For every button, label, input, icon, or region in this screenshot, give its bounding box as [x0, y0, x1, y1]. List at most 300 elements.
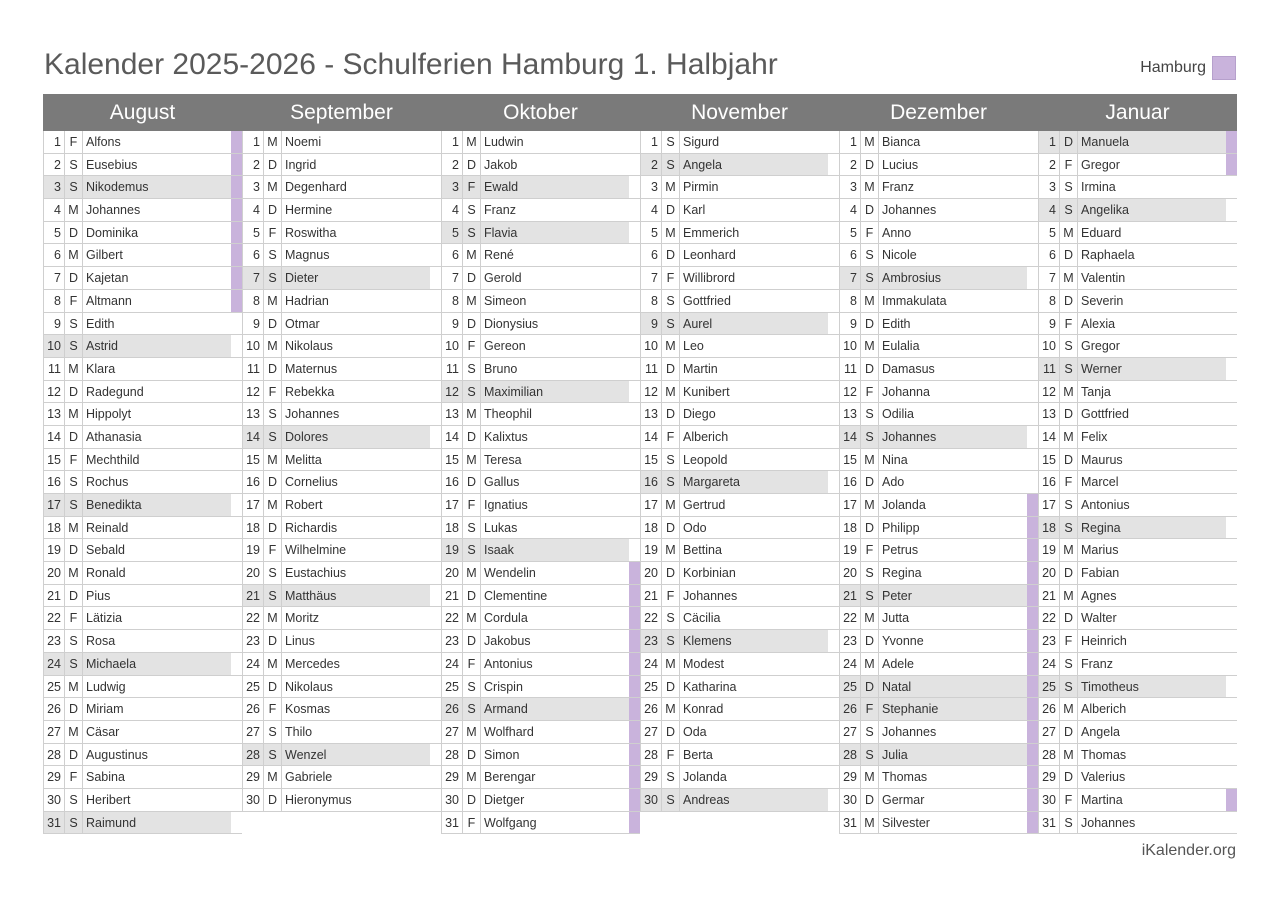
- weekday-letter: M: [264, 653, 282, 675]
- name-day: Dominika: [86, 225, 139, 240]
- day-number: 28: [242, 744, 264, 766]
- day-row: [43, 449, 242, 472]
- weekday-letter: F: [65, 131, 83, 153]
- holiday-marker: [231, 562, 242, 584]
- name-day: Eusebius: [86, 157, 138, 172]
- day-number: 15: [242, 449, 264, 471]
- weekday-letter: D: [264, 630, 282, 652]
- name-day: Moritz: [285, 611, 320, 626]
- holiday-marker: [1226, 426, 1237, 448]
- day-row: [640, 403, 839, 426]
- holiday-marker: [1027, 290, 1038, 312]
- name-day: Berengar: [484, 770, 536, 785]
- day-number: 28: [640, 744, 662, 766]
- holiday-marker: [1027, 199, 1038, 221]
- name-day: Thilo: [285, 724, 313, 739]
- day-number: 23: [1038, 630, 1060, 652]
- weekday-letter: S: [662, 630, 680, 652]
- weekday-letter: S: [65, 313, 83, 335]
- month-header: November: [640, 94, 839, 131]
- name-day: Marius: [1081, 543, 1119, 558]
- holiday-marker: [828, 267, 839, 289]
- day-row: [441, 676, 640, 699]
- name-day: Germar: [882, 792, 925, 807]
- day-number: 19: [242, 539, 264, 561]
- holiday-marker: [629, 721, 640, 743]
- day-number: 1: [1038, 131, 1060, 153]
- weekday-letter: F: [65, 607, 83, 629]
- holiday-marker: [1027, 812, 1038, 834]
- day-row: [43, 653, 242, 676]
- day-number: 18: [242, 517, 264, 539]
- day-number: 10: [441, 335, 463, 357]
- holiday-marker: [1226, 698, 1237, 720]
- day-row: [839, 494, 1038, 517]
- day-row: [242, 244, 441, 267]
- name-day: Anno: [882, 225, 912, 240]
- day-row: [441, 290, 640, 313]
- day-row: [640, 199, 839, 222]
- day-number: 11: [1038, 358, 1060, 380]
- day-row: [441, 199, 640, 222]
- day-number: 5: [1038, 222, 1060, 244]
- day-number: 18: [1038, 517, 1060, 539]
- day-number: 1: [640, 131, 662, 153]
- day-number: 24: [242, 653, 264, 675]
- day-row: [242, 585, 441, 608]
- holiday-marker: [1027, 653, 1038, 675]
- day-number: 11: [242, 358, 264, 380]
- day-number: 16: [1038, 471, 1060, 493]
- holiday-marker: [1226, 290, 1237, 312]
- day-row: [1038, 449, 1237, 472]
- name-day: Yvonne: [882, 634, 924, 649]
- weekday-letter: S: [65, 154, 83, 176]
- name-day: Eduard: [1081, 225, 1122, 240]
- holiday-marker: [430, 267, 441, 289]
- day-number: 2: [839, 154, 861, 176]
- name-day: Isaak: [481, 539, 629, 561]
- day-number: 22: [43, 607, 65, 629]
- day-number: 1: [242, 131, 264, 153]
- holiday-marker: [828, 290, 839, 312]
- weekday-letter: D: [264, 471, 282, 493]
- name-day: Pirmin: [683, 180, 719, 195]
- holiday-marker: [629, 426, 640, 448]
- day-number: 15: [839, 449, 861, 471]
- name-day: Alberich: [1081, 702, 1127, 717]
- day-row: [640, 607, 839, 630]
- weekday-letter: S: [662, 789, 680, 811]
- day-row: [242, 744, 441, 767]
- day-number: 16: [640, 471, 662, 493]
- day-row: [242, 698, 441, 721]
- month-header: August: [43, 94, 242, 131]
- day-number: 19: [441, 539, 463, 561]
- name-day: Pius: [86, 588, 111, 603]
- holiday-marker: [828, 517, 839, 539]
- holiday-marker: [629, 403, 640, 425]
- day-number: 27: [839, 721, 861, 743]
- weekday-letter: F: [1060, 630, 1078, 652]
- weekday-letter: D: [861, 789, 879, 811]
- holiday-marker: [828, 381, 839, 403]
- day-number: 17: [43, 494, 65, 516]
- weekday-letter: S: [1060, 676, 1078, 698]
- day-row: [839, 290, 1038, 313]
- weekday-letter: D: [662, 562, 680, 584]
- holiday-marker: [629, 222, 640, 244]
- day-row: [640, 789, 839, 812]
- holiday-marker: [1226, 607, 1237, 629]
- day-row: [1038, 562, 1237, 585]
- holiday-marker: [629, 607, 640, 629]
- name-day: Klara: [86, 361, 116, 376]
- name-day: Athanasia: [86, 429, 142, 444]
- name-day: Lucius: [882, 157, 919, 172]
- day-row: [1038, 244, 1237, 267]
- day-number: 25: [441, 676, 463, 698]
- day-row: [43, 471, 242, 494]
- name-day: Miriam: [86, 702, 124, 717]
- weekday-letter: M: [463, 607, 481, 629]
- day-number: 8: [640, 290, 662, 312]
- weekday-letter: S: [65, 471, 83, 493]
- name-day: Modest: [683, 656, 724, 671]
- day-row: [839, 313, 1038, 336]
- name-day: Leopold: [683, 452, 728, 467]
- weekday-letter: S: [1060, 517, 1078, 539]
- page-title: Kalender 2025-2026 - Schulferien Hamburg 1. Halbjahr: [44, 48, 778, 81]
- day-number: 11: [43, 358, 65, 380]
- day-number: 28: [1038, 744, 1060, 766]
- holiday-marker: [430, 449, 441, 471]
- holiday-marker: [430, 607, 441, 629]
- name-day: Johannes: [882, 203, 937, 218]
- holiday-marker: [629, 744, 640, 766]
- day-number: 14: [640, 426, 662, 448]
- day-row: [640, 562, 839, 585]
- weekday-letter: M: [1060, 426, 1078, 448]
- name-day: Thomas: [1081, 747, 1127, 762]
- day-row: [441, 131, 640, 154]
- holiday-marker: [231, 313, 242, 335]
- holiday-marker: [629, 789, 640, 811]
- holiday-marker: [629, 358, 640, 380]
- name-day: Johannes: [882, 724, 937, 739]
- weekday-letter: S: [463, 539, 481, 561]
- day-number: 6: [43, 244, 65, 266]
- holiday-marker: [1027, 585, 1038, 607]
- name-day: Werner: [1078, 358, 1226, 380]
- day-number: 25: [242, 676, 264, 698]
- day-row: [1038, 358, 1237, 381]
- holiday-marker: [1226, 539, 1237, 561]
- weekday-letter: S: [264, 721, 282, 743]
- day-row: [43, 630, 242, 653]
- day-number: 19: [640, 539, 662, 561]
- name-day: Nikolaus: [285, 339, 333, 354]
- weekday-letter: M: [861, 812, 879, 834]
- day-row: [43, 176, 242, 199]
- holiday-marker: [1027, 426, 1038, 448]
- day-number: 9: [43, 313, 65, 335]
- weekday-letter: S: [1060, 494, 1078, 516]
- name-day: Roswitha: [285, 225, 337, 240]
- weekday-letter: D: [662, 403, 680, 425]
- holiday-marker: [629, 585, 640, 607]
- day-row: [640, 676, 839, 699]
- weekday-letter: S: [65, 789, 83, 811]
- weekday-letter: D: [1060, 721, 1078, 743]
- day-number: 30: [839, 789, 861, 811]
- day-number: 11: [640, 358, 662, 380]
- day-row: [43, 607, 242, 630]
- weekday-letter: M: [264, 335, 282, 357]
- weekday-letter: S: [1060, 653, 1078, 675]
- holiday-marker: [1027, 789, 1038, 811]
- month-column-september: [242, 94, 441, 838]
- holiday-marker: [1226, 358, 1237, 380]
- weekday-letter: S: [463, 358, 481, 380]
- holiday-marker: [1226, 653, 1237, 675]
- day-number: 7: [640, 267, 662, 289]
- holiday-marker: [430, 562, 441, 584]
- day-number: 4: [441, 199, 463, 221]
- holiday-marker: [629, 154, 640, 176]
- name-day: Johanna: [882, 384, 930, 399]
- holiday-marker: [629, 176, 640, 198]
- holiday-marker: [828, 698, 839, 720]
- day-number: 6: [1038, 244, 1060, 266]
- holiday-marker: [1226, 789, 1237, 811]
- holiday-marker: [231, 449, 242, 471]
- weekday-letter: M: [662, 653, 680, 675]
- day-number: 26: [43, 698, 65, 720]
- holiday-marker: [1226, 244, 1237, 266]
- day-row: [640, 630, 839, 653]
- weekday-letter: D: [65, 539, 83, 561]
- day-number: 13: [43, 403, 65, 425]
- day-number: 24: [1038, 653, 1060, 675]
- day-number: 3: [1038, 176, 1060, 198]
- day-row: [1038, 766, 1237, 789]
- day-row: [839, 812, 1038, 835]
- day-number: 4: [1038, 199, 1060, 221]
- day-row: [839, 471, 1038, 494]
- day-number: 5: [640, 222, 662, 244]
- day-row: [1038, 335, 1237, 358]
- day-number: 24: [43, 653, 65, 675]
- day-number: 18: [839, 517, 861, 539]
- day-number: 12: [43, 381, 65, 403]
- name-day: Severin: [1081, 293, 1124, 308]
- day-row: [1038, 607, 1237, 630]
- holiday-marker: [1027, 131, 1038, 153]
- weekday-letter: F: [861, 698, 879, 720]
- day-row: [640, 494, 839, 517]
- holiday-marker: [1226, 403, 1237, 425]
- day-number: 2: [640, 154, 662, 176]
- day-number: 6: [242, 244, 264, 266]
- holiday-marker: [828, 539, 839, 561]
- weekday-letter: F: [463, 494, 481, 516]
- day-row: [242, 176, 441, 199]
- holiday-marker: [828, 449, 839, 471]
- weekday-letter: D: [65, 698, 83, 720]
- day-number: 1: [839, 131, 861, 153]
- weekday-letter: D: [264, 517, 282, 539]
- day-number: 11: [441, 358, 463, 380]
- holiday-marker: [1226, 267, 1237, 289]
- day-row: [242, 335, 441, 358]
- holiday-marker: [629, 381, 640, 403]
- name-day: Johannes: [1081, 815, 1136, 830]
- day-row: [640, 358, 839, 381]
- name-day: Ado: [882, 475, 905, 490]
- day-row: [43, 199, 242, 222]
- holiday-marker: [629, 517, 640, 539]
- weekday-letter: D: [861, 154, 879, 176]
- weekday-letter: F: [662, 426, 680, 448]
- weekday-letter: S: [1060, 176, 1078, 198]
- holiday-marker: [1027, 449, 1038, 471]
- name-day: Oda: [683, 724, 707, 739]
- day-number: 15: [441, 449, 463, 471]
- weekday-letter: D: [1060, 766, 1078, 788]
- weekday-letter: S: [463, 199, 481, 221]
- day-row: [43, 335, 242, 358]
- name-day: Emmerich: [683, 225, 740, 240]
- day-number: 19: [43, 539, 65, 561]
- day-number: 12: [1038, 381, 1060, 403]
- day-number: 10: [640, 335, 662, 357]
- day-number: 13: [242, 403, 264, 425]
- weekday-letter: D: [861, 517, 879, 539]
- holiday-marker: [430, 426, 441, 448]
- name-day: Franz: [1081, 656, 1113, 671]
- weekday-letter: M: [65, 676, 83, 698]
- day-row: [242, 721, 441, 744]
- day-number: 3: [640, 176, 662, 198]
- holiday-marker: [231, 517, 242, 539]
- holiday-marker: [430, 471, 441, 493]
- day-number: 28: [43, 744, 65, 766]
- weekday-letter: S: [65, 812, 83, 834]
- name-day: Ronald: [86, 566, 126, 581]
- weekday-letter: D: [662, 244, 680, 266]
- weekday-letter: D: [861, 358, 879, 380]
- legend-swatch: [1212, 56, 1236, 80]
- holiday-marker: [1027, 676, 1038, 698]
- holiday-marker: [828, 222, 839, 244]
- day-number: 7: [242, 267, 264, 289]
- holiday-marker: [231, 471, 242, 493]
- day-number: 30: [640, 789, 662, 811]
- name-day: Ewald: [481, 176, 629, 198]
- day-row: [43, 517, 242, 540]
- day-row: [1038, 290, 1237, 313]
- day-row: [242, 222, 441, 245]
- holiday-marker: [828, 789, 839, 811]
- holiday-marker: [231, 539, 242, 561]
- weekday-letter: D: [1060, 607, 1078, 629]
- day-number: 28: [441, 744, 463, 766]
- day-row: [242, 403, 441, 426]
- weekday-letter: F: [264, 539, 282, 561]
- weekday-letter: F: [861, 381, 879, 403]
- holiday-marker: [1027, 471, 1038, 493]
- holiday-marker: [430, 744, 441, 766]
- name-day: Augustinus: [86, 747, 148, 762]
- holiday-marker: [430, 585, 441, 607]
- weekday-letter: S: [1060, 812, 1078, 834]
- weekday-letter: F: [662, 585, 680, 607]
- name-day: Altmann: [86, 293, 132, 308]
- day-row: [640, 517, 839, 540]
- day-row: [441, 176, 640, 199]
- day-row: [640, 290, 839, 313]
- weekday-letter: S: [861, 744, 879, 766]
- day-number: 6: [839, 244, 861, 266]
- holiday-marker: [629, 471, 640, 493]
- weekday-letter: M: [65, 403, 83, 425]
- day-number: 20: [640, 562, 662, 584]
- weekday-letter: M: [1060, 585, 1078, 607]
- day-row: [242, 471, 441, 494]
- weekday-letter: M: [264, 607, 282, 629]
- day-row: [242, 449, 441, 472]
- day-number: 16: [43, 471, 65, 493]
- day-row: [441, 222, 640, 245]
- weekday-letter: S: [861, 562, 879, 584]
- weekday-letter: M: [662, 698, 680, 720]
- day-row: [43, 403, 242, 426]
- weekday-letter: F: [861, 222, 879, 244]
- month-column-januar: [1038, 94, 1237, 838]
- holiday-marker: [629, 244, 640, 266]
- weekday-letter: D: [463, 313, 481, 335]
- name-day: Ignatius: [484, 498, 528, 512]
- day-number: 4: [839, 199, 861, 221]
- day-row: [441, 630, 640, 653]
- holiday-marker: [828, 630, 839, 652]
- holiday-marker: [828, 471, 839, 493]
- holiday-marker: [231, 812, 242, 834]
- day-row: [839, 199, 1038, 222]
- holiday-marker: [430, 154, 441, 176]
- day-number: 9: [839, 313, 861, 335]
- day-number: 24: [839, 653, 861, 675]
- weekday-letter: D: [1060, 403, 1078, 425]
- name-day: Walter: [1081, 611, 1117, 626]
- weekday-letter: M: [463, 131, 481, 153]
- name-day: Gottfried: [683, 293, 731, 308]
- holiday-marker: [629, 630, 640, 652]
- weekday-letter: S: [662, 471, 680, 493]
- weekday-letter: F: [1060, 313, 1078, 335]
- name-day: Bianca: [882, 135, 921, 149]
- holiday-marker: [1027, 403, 1038, 425]
- name-day: Manuela: [1078, 131, 1226, 153]
- day-number: 9: [242, 313, 264, 335]
- day-number: 8: [1038, 290, 1060, 312]
- day-row: [640, 426, 839, 449]
- name-day: Peter: [879, 585, 1027, 607]
- name-day: Gregor: [1081, 157, 1120, 172]
- name-day: Dietger: [484, 792, 525, 807]
- name-day: Franz: [882, 180, 914, 195]
